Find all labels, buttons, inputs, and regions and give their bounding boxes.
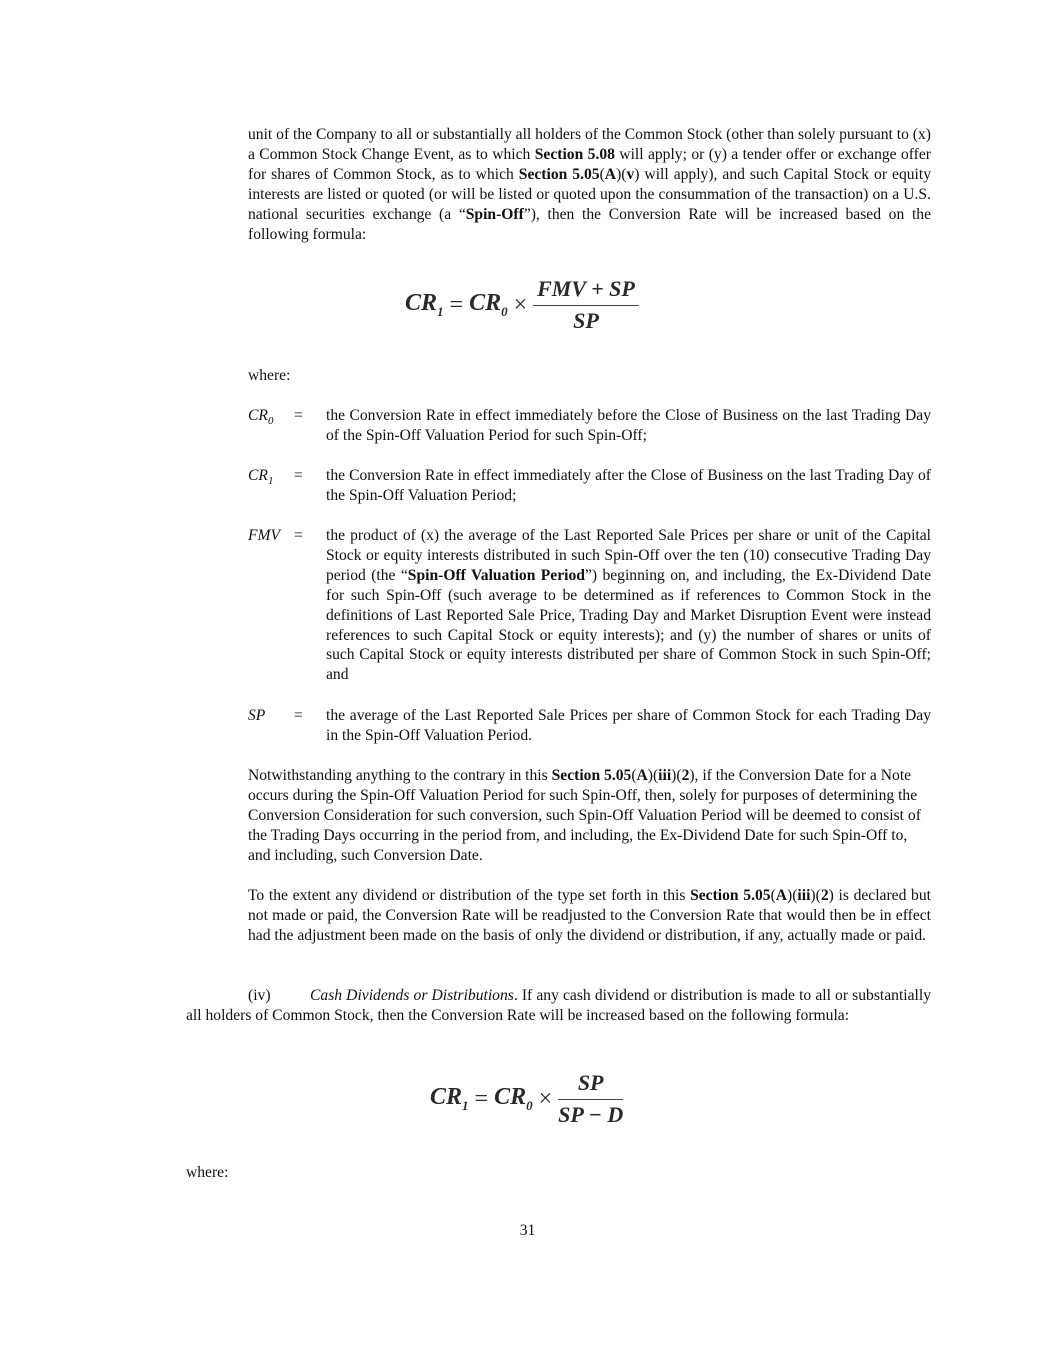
section-ref: A — [636, 767, 648, 784]
notwithstanding-paragraph: Notwithstanding anything to the contrary in this Section 5.05(A)(iii)(2), if the Conversion Date for a Note occurs during the Spin-Off Valuation Period for such Spin-Off, then, solely for purposes of determining the Conversion Consideration for such conversion, such Spin-Off Valuation Period will be deemed to consist of the Trading Days occurring in the period from, and including, the Ex-Dividend Date for such Spin-Off to, and including, such Conversion Date. — [248, 767, 921, 864]
equals-sign: = — [474, 1085, 489, 1112]
definition-term: SP — [248, 707, 266, 724]
text-run: ”), then the Conversion Rate will be increased based on the following formula: — [248, 205, 931, 243]
section-ref: A — [775, 887, 788, 904]
page-number: 31 — [519, 1222, 536, 1239]
section-ref: Section 5.05 — [518, 165, 600, 183]
fraction-numerator: SP — [577, 1070, 604, 1095]
defined-term: Spin-Off — [465, 205, 524, 223]
times-sign: × — [538, 1085, 553, 1112]
definition-term: FMV — [248, 527, 281, 544]
text-run: ( — [599, 165, 605, 183]
equals-sign: = — [449, 291, 464, 318]
defined-term: Spin-Off Valuation Period — [407, 566, 585, 584]
where-label: where: — [186, 1164, 229, 1181]
text-run: will apply; or (y) a tender offer or exchange offer for shares of Common Stock, as to which — [248, 145, 931, 183]
text-run: )( — [616, 165, 627, 183]
section-ref: A — [604, 165, 617, 183]
formula-cash-dividend — [430, 1070, 623, 1128]
clause-heading: Cash Dividends or Distributions — [310, 987, 514, 1004]
clause-number: (iv) — [248, 987, 271, 1004]
readjustment-paragraph: To the extent any dividend or distribution of the type set forth in this Section 5.05(A)(iii)(2) is declared but not made or paid, the Conversion Rate will be readjusted to the Conversion Rate that would then be in effect had the adjustment been made on the basis of only the dividend or distribution, if any, actually made or paid. — [248, 887, 931, 944]
text-run: ) will apply), and such Capital Stock or equity interests are listed or quoted (or will be listed or quoted upon the consummation of the transaction) on a U.S. national securities exchange (a “ — [248, 165, 932, 223]
intro-paragraph — [248, 125, 931, 244]
section-ref: v — [626, 165, 635, 183]
definition-cr1 — [248, 466, 931, 506]
formula-fraction — [558, 1070, 623, 1128]
definition-text: the Conversion Rate in effect immediately after the Close of Business on the last Trading Day of the Spin-Off Valuation Period; — [326, 467, 931, 504]
definition-sp — [248, 706, 931, 746]
fraction-numerator: FMV + SP — [537, 276, 635, 301]
definition-cr0 — [248, 406, 931, 446]
formula-rhs-term: $CR_0$ — [494, 1084, 533, 1114]
section-ref: iii — [797, 887, 811, 904]
text-run: unit of the Company to all or substantially all holders of the Common Stock (other than solely pursuant to (x) a Common Stock Change Event, as to which — [248, 126, 931, 163]
where-label: where: — [248, 367, 291, 384]
definition-text: the average of the Last Reported Sale Prices per share of Common Stock for each Trading Day in the Spin-Off Valuation Period. — [326, 707, 931, 744]
definition-fmv — [248, 526, 931, 685]
times-sign: × — [513, 291, 528, 318]
definition-term: $CR_1$ — [248, 467, 274, 488]
cash-dividends-paragraph: (iv) Cash Dividends or Distributions. If any cash dividend or distribution is made to all or substantially all holders of Common Stock, then the Conversion Rate will be increased based on the following formula: — [186, 987, 931, 1024]
formula-spin-off — [405, 276, 639, 334]
definition-equals: = — [294, 707, 303, 724]
definition-text: the Conversion Rate in effect immediately before the Close of Business on the last Trading Day of the Spin-Off Valuation Period for such Spin-Off; — [326, 407, 931, 444]
definition-text: the product of (x) the average of the Last Reported Sale Prices per share or unit of the Capital Stock or equity interests distributed in such Spin-Off over the ten (10) consecutive Trading Day period (the “Spin-Off Valuation Period”) beginning on, and including, the Ex-Dividend Date for such Spin-Off (such average to be determined as if references to Common Stock in the definitions of Last Reported Sale Price, Trading Day and Market Disruption Event were instead references to such Capital Stock or equity interests); and (y) the number of shares or units of such Capital Stock or equity interests distributed per share of Common Stock in such Spin-Off; and — [326, 527, 931, 684]
formula-lhs: $CR_1$ — [405, 290, 444, 320]
section-ref: Section 5.08 — [534, 145, 615, 163]
formula-lhs: $CR_1$ — [430, 1084, 469, 1114]
section-ref: iii — [658, 767, 672, 784]
section-ref: 2 — [820, 887, 829, 904]
fraction-denominator: SP − D — [558, 1102, 624, 1128]
formula-fraction — [533, 276, 639, 334]
formula-rhs-term: $CR_0$ — [469, 290, 508, 320]
fraction-denominator: SP — [573, 308, 599, 334]
definition-equals: = — [294, 527, 303, 544]
definition-term: $CR_0$ — [248, 407, 274, 428]
section-ref: Section 5.05 — [551, 767, 632, 784]
definition-equals: = — [294, 407, 303, 424]
definition-equals: = — [294, 467, 303, 484]
section-ref: Section 5.05 — [690, 887, 771, 904]
section-ref: 2 — [681, 767, 690, 784]
